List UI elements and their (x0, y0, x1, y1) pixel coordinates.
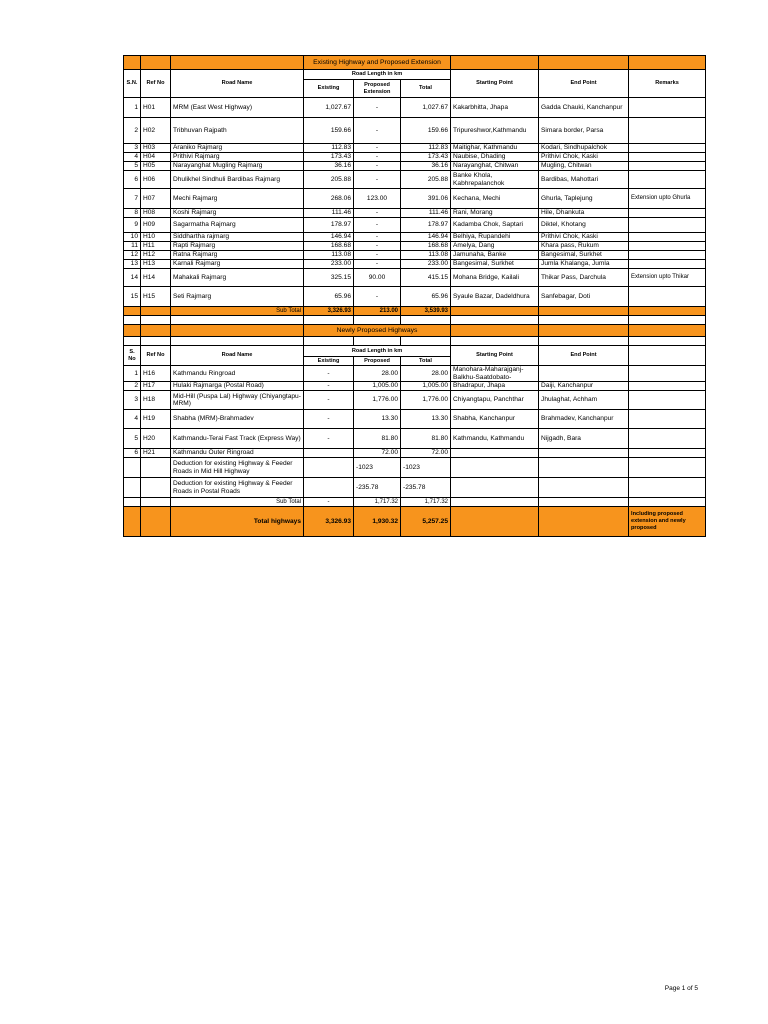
row-existing: 168.68 (304, 242, 354, 251)
row-existing: 111.46 (304, 209, 354, 218)
row-total: 36.16 (401, 162, 451, 171)
row-remarks (629, 162, 706, 171)
row-remarks: Extension upto Ghurla (629, 189, 706, 209)
row-existing: 146.94 (304, 233, 354, 242)
table-row (124, 478, 706, 498)
row-end-point (539, 449, 629, 458)
row-start-point: Shabha, Kanchanpur (451, 410, 539, 429)
row-sn: 13 (124, 260, 141, 269)
row-sn: 1 (124, 366, 141, 382)
row-sn: 11 (124, 242, 141, 251)
row-end-point: Brahmadev, Kanchanpur (539, 410, 629, 429)
col2-ref-header: Ref No (141, 346, 171, 366)
row-road-name: Karnali Rajmarg (171, 260, 304, 269)
row-ref: H04 (141, 153, 171, 162)
section1-subtotal-total: 3,539.93 (401, 307, 451, 316)
table-row (124, 449, 706, 458)
row-ref: H15 (141, 287, 171, 307)
row-total: 113.08 (401, 251, 451, 260)
row-remarks (629, 242, 706, 251)
table-row (124, 429, 706, 449)
col-end-header: End Point (539, 70, 629, 98)
row-sn: 2 (124, 382, 141, 391)
table-row (124, 269, 706, 287)
row-proposed: - (354, 242, 401, 251)
row-proposed: - (354, 251, 401, 260)
row-sn: 6 (124, 449, 141, 458)
row-start-point: Maitighar, Kathmandu (451, 144, 539, 153)
section1-subtotal-label: Sub Total (171, 307, 304, 316)
row-sn: 8 (124, 209, 141, 218)
row-total: 65.96 (401, 287, 451, 307)
section2-subtotal-proposed: 1,717.32 (354, 498, 401, 507)
row-start-point (451, 458, 539, 478)
row-remarks (629, 171, 706, 189)
row-ref: H11 (141, 242, 171, 251)
row-proposed: 28.00 (354, 366, 401, 382)
grand-total-proposed: 1,930.32 (354, 507, 401, 537)
table-row (124, 458, 706, 478)
row-existing: 173.43 (304, 153, 354, 162)
row-existing: 268.06 (304, 189, 354, 209)
row-end-point: Nijgadh, Bara (539, 429, 629, 449)
row-start-point: Bangesimal, Surkhet (451, 260, 539, 269)
row-sn: 6 (124, 171, 141, 189)
row-ref: H12 (141, 251, 171, 260)
row-road-name: Narayanghat Mugling Rajmarg (171, 162, 304, 171)
row-total: 81.80 (401, 429, 451, 449)
row-proposed: -1023 (354, 458, 401, 478)
row-total: 168.68 (401, 242, 451, 251)
col-total-header: Total (401, 80, 451, 98)
table-row (124, 162, 706, 171)
section1-subtotal-existing: 3,326.93 (304, 307, 354, 316)
row-sn: 14 (124, 269, 141, 287)
row-remarks (629, 153, 706, 162)
row-road-name: Mechi Rajmarg (171, 189, 304, 209)
row-proposed: - (354, 260, 401, 269)
row-existing: 325.15 (304, 269, 354, 287)
col-existing-header: Existing (304, 80, 354, 98)
row-proposed: 81.80 (354, 429, 401, 449)
row-road-name: Siddhartha rajmarg (171, 233, 304, 242)
row-sn: 7 (124, 189, 141, 209)
row-proposed: - (354, 171, 401, 189)
row-sn: 2 (124, 118, 141, 144)
col-ref-header: Ref No (141, 70, 171, 98)
row-proposed: - (354, 209, 401, 218)
row-remarks (629, 144, 706, 153)
row-road-name: Prithivi Rajmarg (171, 153, 304, 162)
row-proposed: 1,005.00 (354, 382, 401, 391)
row-total: 233.00 (401, 260, 451, 269)
row-ref (141, 478, 171, 498)
row-total: 415.15 (401, 269, 451, 287)
table-row (124, 144, 706, 153)
row-ref: H13 (141, 260, 171, 269)
row-total: 159.66 (401, 118, 451, 144)
row-start-point: Naubise, Dhading (451, 153, 539, 162)
row-ref: H02 (141, 118, 171, 144)
row-start-point: Tripureshwor,Kathmandu (451, 118, 539, 144)
row-start-point: Manohara-Maharajganj-Balkhu-Saatdobato- (451, 366, 539, 382)
grand-total-total: 5,257.25 (401, 507, 451, 537)
table-row (124, 233, 706, 242)
table-row (124, 171, 706, 189)
row-road-name: Deduction for existing Highway & Feeder Roads in Mid Hill Highway (171, 458, 304, 478)
row-proposed: - (354, 144, 401, 153)
table-row (124, 260, 706, 269)
row-road-name: Koshi Rajmarg (171, 209, 304, 218)
table-row (124, 410, 706, 429)
row-sn: 12 (124, 251, 141, 260)
col2-existing-header: Existing (304, 357, 354, 366)
row-road-name: Deduction for existing Highway & Feeder Roads in Postal Roads (171, 478, 304, 498)
col-remarks-header: Remarks (629, 70, 706, 98)
row-existing: 205.88 (304, 171, 354, 189)
row-total: 1,776.00 (401, 391, 451, 410)
row-existing: 36.16 (304, 162, 354, 171)
row-ref: H01 (141, 98, 171, 118)
col-road-header: Road Name (171, 70, 304, 98)
table-row (124, 189, 706, 209)
section2-subtotal-total: 1,717.32 (401, 498, 451, 507)
row-existing: 65.96 (304, 287, 354, 307)
row-remarks (629, 209, 706, 218)
grand-total-existing: 3,326.93 (304, 507, 354, 537)
row-total: 1,027.67 (401, 98, 451, 118)
row-road-name: Kathmandu Outer Ringroad (171, 449, 304, 458)
table-row (124, 382, 706, 391)
row-sn: 5 (124, 429, 141, 449)
row-remarks (629, 260, 706, 269)
row-start-point: Jamunaha, Banke (451, 251, 539, 260)
row-sn: 3 (124, 391, 141, 410)
row-road-name: Shabha (MRM)-Brahmadev (171, 410, 304, 429)
row-existing: - (304, 429, 354, 449)
row-end-point: Jumla Khalanga, Jumla (539, 260, 629, 269)
row-remarks: Extension upto Thikar (629, 269, 706, 287)
row-sn: 3 (124, 144, 141, 153)
row-ref: H20 (141, 429, 171, 449)
row-existing (304, 458, 354, 478)
row-existing: 159.66 (304, 118, 354, 144)
row-road-name: Sagarmatha Rajmarg (171, 218, 304, 233)
row-remarks (629, 118, 706, 144)
row-road-name: Hulaki Rajmarga (Postal Road) (171, 382, 304, 391)
row-total: 173.43 (401, 153, 451, 162)
row-proposed: - (354, 98, 401, 118)
row-end-point: Gadda Chauki, Kanchanpur (539, 98, 629, 118)
row-ref (141, 458, 171, 478)
row-ref: H14 (141, 269, 171, 287)
col2-end-header: End Point (539, 346, 629, 366)
row-start-point: Mohana Bridge, Kailali (451, 269, 539, 287)
table-row (124, 287, 706, 307)
row-total: 146.94 (401, 233, 451, 242)
row-road-name: Tribhuvan Rajpath (171, 118, 304, 144)
row-existing: - (304, 382, 354, 391)
grand-total-remarks: Including proposed extension and newly proposed (629, 507, 706, 537)
row-ref: H16 (141, 366, 171, 382)
row-end-point: Daiji, Kanchanpur (539, 382, 629, 391)
section1-title: Existing Highway and Proposed Extension (304, 56, 451, 70)
row-total: 178.97 (401, 218, 451, 233)
row-road-name: Seti Rajmarg (171, 287, 304, 307)
row-start-point (451, 478, 539, 498)
row-existing (304, 449, 354, 458)
section1-subtotal-proposed: 213.00 (354, 307, 401, 316)
table-row (124, 98, 706, 118)
col-sn-header: S.N. (124, 70, 141, 98)
row-sn: 9 (124, 218, 141, 233)
col-proposed-header: Proposed Extension (354, 80, 401, 98)
row-start-point: Narayanghat, Chitwan (451, 162, 539, 171)
row-proposed: 123.00 (354, 189, 401, 209)
table-row (124, 242, 706, 251)
row-existing: 113.08 (304, 251, 354, 260)
col2-start-header: Starting Point (451, 346, 539, 366)
row-proposed: 1,776.00 (354, 391, 401, 410)
section2-title: Newly Proposed Highways (304, 325, 451, 337)
row-end-point: Sanfebagar, Doti (539, 287, 629, 307)
row-existing: 233.00 (304, 260, 354, 269)
page-number: Page 1 of 5 (664, 985, 698, 992)
row-existing: - (304, 410, 354, 429)
row-ref: H03 (141, 144, 171, 153)
row-ref: H08 (141, 209, 171, 218)
row-end-point: Simara border, Parsa (539, 118, 629, 144)
row-total: 391.06 (401, 189, 451, 209)
row-road-name: Dhulikhel Sindhuli Bardibas Rajmarg (171, 171, 304, 189)
row-ref: H09 (141, 218, 171, 233)
row-ref: H19 (141, 410, 171, 429)
row-proposed: - (354, 287, 401, 307)
row-start-point: Rani, Morang (451, 209, 539, 218)
row-end-point: Prithivi Chok, Kaski (539, 153, 629, 162)
table-row (124, 153, 706, 162)
row-existing: - (304, 391, 354, 410)
table-row (124, 118, 706, 144)
row-ref: H05 (141, 162, 171, 171)
row-road-name: Mid-Hill (Puspa Lal) Highway (Chiyangtapu-MRM) (171, 391, 304, 410)
row-start-point: Bhadrapur, Jhapa (451, 382, 539, 391)
row-total: 72.00 (401, 449, 451, 458)
row-road-name: Ratna Rajmarg (171, 251, 304, 260)
section2-subtotal-existing: - (304, 498, 354, 507)
grand-total-label: Total highways (171, 507, 304, 537)
row-ref: H07 (141, 189, 171, 209)
row-proposed: 72.00 (354, 449, 401, 458)
row-total: 112.83 (401, 144, 451, 153)
row-existing: - (304, 366, 354, 382)
row-end-point: Bardibas, Mahottari (539, 171, 629, 189)
row-sn: 4 (124, 153, 141, 162)
row-total: 1,005.00 (401, 382, 451, 391)
col2-length-group-header: Road Length in km (304, 346, 451, 357)
row-remarks (629, 98, 706, 118)
row-proposed: - (354, 218, 401, 233)
row-ref: H18 (141, 391, 171, 410)
table-row (124, 251, 706, 260)
row-road-name: Kathmandu-Terai Fast Track (Express Way) (171, 429, 304, 449)
row-total: 28.00 (401, 366, 451, 382)
row-ref: H10 (141, 233, 171, 242)
row-existing (304, 478, 354, 498)
row-road-name: MRM (East West Highway) (171, 98, 304, 118)
row-sn: 4 (124, 410, 141, 429)
row-total: 13.30 (401, 410, 451, 429)
row-end-point: Hile, Dhankuta (539, 209, 629, 218)
row-total: 111.46 (401, 209, 451, 218)
row-end-point: Thikar Pass, Darchula (539, 269, 629, 287)
row-existing: 112.83 (304, 144, 354, 153)
col-start-header: Starting Point (451, 70, 539, 98)
col2-proposed-header: Proposed (354, 357, 401, 366)
row-ref: H06 (141, 171, 171, 189)
row-proposed: -235.78 (354, 478, 401, 498)
row-start-point (451, 449, 539, 458)
row-start-point: Banke Khola, Kabhrepalanchok (451, 171, 539, 189)
row-end-point (539, 458, 629, 478)
row-end-point: Jhulaghat, Achham (539, 391, 629, 410)
row-start-point: Amelya, Dang (451, 242, 539, 251)
row-existing: 178.97 (304, 218, 354, 233)
row-road-name: Araniko Rajmarg (171, 144, 304, 153)
row-start-point: Syaule Bazar, Dadeldhura (451, 287, 539, 307)
row-end-point (539, 366, 629, 382)
row-road-name: Rapti Rajmarg (171, 242, 304, 251)
row-total: 205.88 (401, 171, 451, 189)
row-end-point: Khara pass, Rukum (539, 242, 629, 251)
row-start-point: Kechana, Mechi (451, 189, 539, 209)
row-sn: 10 (124, 233, 141, 242)
row-end-point: Ghurla, Taplejung (539, 189, 629, 209)
row-total: -1023 (401, 458, 451, 478)
row-road-name: Kathmandu Ringroad (171, 366, 304, 382)
row-start-point: Belhiya, Rupandehi (451, 233, 539, 242)
table-row (124, 391, 706, 410)
row-end-point: Diktel, Khotang (539, 218, 629, 233)
row-proposed: - (354, 153, 401, 162)
row-existing: 1,027.67 (304, 98, 354, 118)
row-sn: 5 (124, 162, 141, 171)
col2-sn-header: S. No (124, 346, 141, 366)
row-start-point: Kathmandu, Kathmandu (451, 429, 539, 449)
row-end-point: Bangesimal, Surkhet (539, 251, 629, 260)
row-end-point: Kodari, Sindhupalchok (539, 144, 629, 153)
row-proposed: - (354, 233, 401, 242)
row-remarks (629, 218, 706, 233)
row-proposed: - (354, 118, 401, 144)
row-start-point: Kadamba Chok, Saptari (451, 218, 539, 233)
row-sn: 1 (124, 98, 141, 118)
table-row (124, 209, 706, 218)
row-end-point: Prithivi Chok, Kaski (539, 233, 629, 242)
row-ref: H17 (141, 382, 171, 391)
row-start-point: Kakarbhitta, Jhapa (451, 98, 539, 118)
row-ref: H21 (141, 449, 171, 458)
section2-subtotal-label: Sub Total (171, 498, 304, 507)
row-remarks (629, 287, 706, 307)
row-end-point: Mugling, Chitwan (539, 162, 629, 171)
row-sn (124, 458, 141, 478)
col2-road-header: Road Name (171, 346, 304, 366)
col-length-group-header: Road Length in km (304, 70, 451, 80)
row-remarks (629, 251, 706, 260)
row-remarks (629, 233, 706, 242)
row-total: -235.78 (401, 478, 451, 498)
table-row (124, 218, 706, 233)
row-proposed: 13.30 (354, 410, 401, 429)
row-proposed: - (354, 162, 401, 171)
row-proposed: 90.00 (354, 269, 401, 287)
row-end-point (539, 478, 629, 498)
highway-table (123, 55, 706, 537)
row-sn (124, 478, 141, 498)
row-road-name: Mahakali Rajmarg (171, 269, 304, 287)
row-start-point: Chiyangtapu, Panchthar (451, 391, 539, 410)
row-sn: 15 (124, 287, 141, 307)
table-row (124, 366, 706, 382)
col2-total-header: Total (401, 357, 451, 366)
